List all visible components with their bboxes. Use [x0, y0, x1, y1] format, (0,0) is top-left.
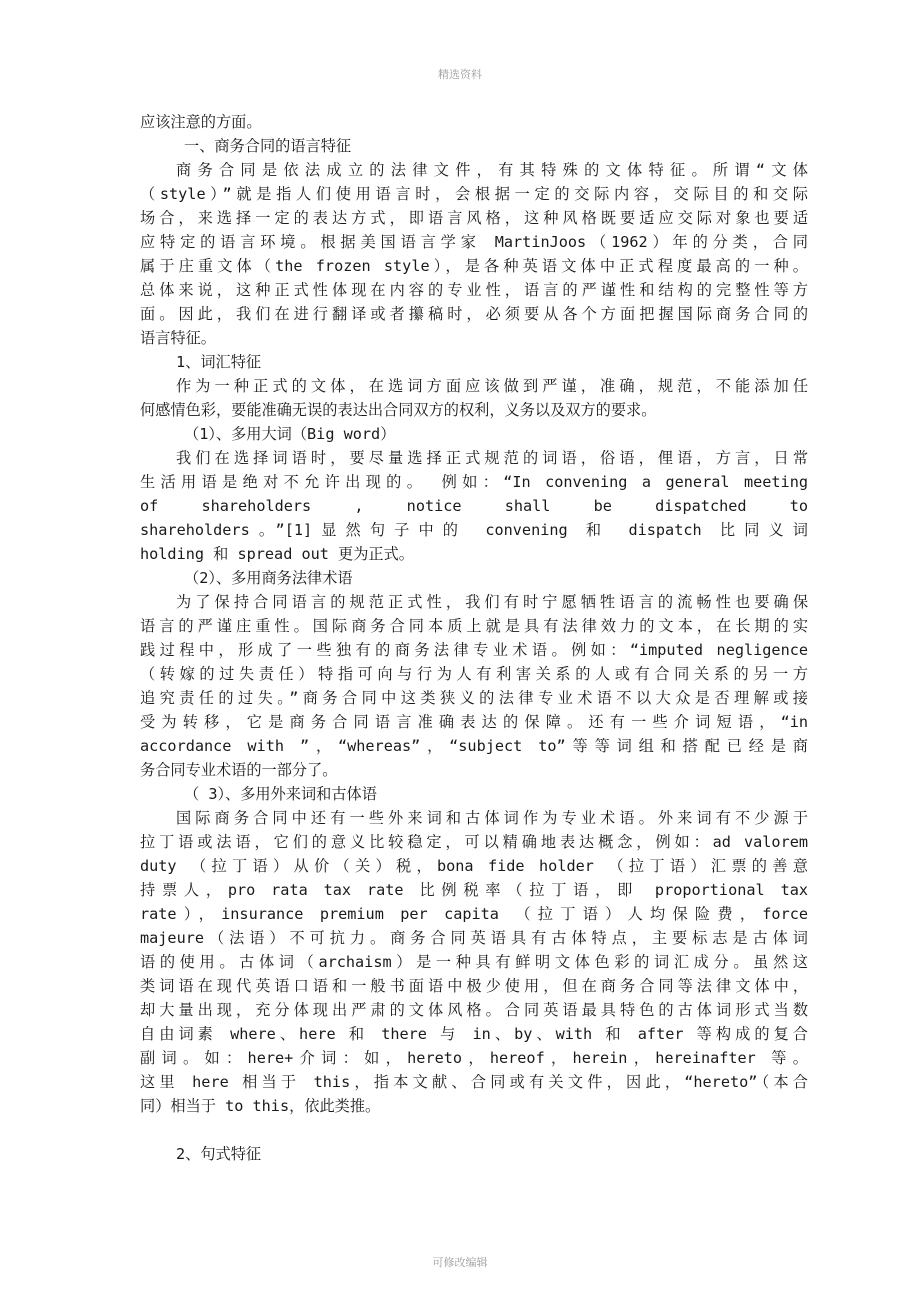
- text-line: （style）”就是指人们使用语言时，会根据一定的交际内容，交际目的和交际: [140, 185, 808, 203]
- page-header: 精选资料: [438, 68, 482, 81]
- subsection-heading: 2、句式特征: [176, 1145, 262, 1163]
- text-line: 践过程中，形成了一些独有的商务法律专业术语。例如：“imputed negligence: [140, 641, 808, 659]
- text-line: 场合，来选择一定的表达方式，即语言风格，这种风格既要适应交际对象也要适: [140, 209, 808, 227]
- text-line: of shareholders , notice shall be dispatched to: [140, 497, 808, 515]
- text-line: rate），insurance premium per capita （拉丁语）人均保险费，force: [140, 905, 808, 923]
- text-line: 应特定的语言环境。根据美国语言学家 MartinJoos（1962）年的分类，合同: [140, 233, 808, 251]
- text-line: 同）相当于 to this，依此类推。: [140, 1097, 381, 1115]
- text-line: 商务合同是依法成立的法律文件，有其特殊的文体特征。所谓“文体: [176, 161, 808, 179]
- text-line: 属于庄重文体（the frozen style），是各种英语文体中正式程度最高的一种。: [140, 257, 808, 275]
- item-heading: （2）、多用商务法律术语: [184, 569, 353, 587]
- item-heading: （1）、多用大词（Big word）: [184, 425, 396, 443]
- text-line: 面。因此，我们在进行翻译或者攥稿时，必须要从各个方面把握国际商务合同的: [140, 305, 808, 323]
- page-footer: 可修改编辑: [432, 1256, 488, 1269]
- text-line: 作为一种正式的文体，在选词方面应该做到严谨，准确，规范，不能添加任: [176, 377, 808, 395]
- text-line: holding 和 spread out 更为正式。: [140, 545, 414, 563]
- section-heading: 一、商务合同的语言特征: [184, 137, 352, 155]
- text-line: 自由词素 where、here 和 there 与 in、by、with 和 after 等构成的复合: [140, 1025, 808, 1043]
- text-line: 这里 here 相当于 this，指本文献、合同或有关文件，因此，“hereto”（本合: [140, 1073, 808, 1091]
- text-line: 语言特征。: [140, 329, 216, 347]
- text-line: 副词。如：here+介词：如，hereto，hereof，herein，hereinafter 等。: [140, 1049, 808, 1067]
- text-line: accordance with ”，“whereas”，“subject to”等等词组和搭配已经是商: [140, 737, 808, 755]
- text-line: 国际商务合同中还有一些外来词和古体词作为专业术语。外来词有不少源于: [176, 809, 808, 827]
- text-line: 语言的严谨庄重性。国际商务合同本质上就是具有法律效力的文本，在长期的实: [140, 617, 808, 635]
- item-heading: （ 3）、多用外来词和古体语: [184, 785, 377, 803]
- text-line: 类词语在现代英语口语和一般书面语中极少使用，但在商务合同等法律文体中，: [140, 977, 808, 995]
- text-line: majeure（法语）不可抗力。商务合同英语具有古体特点，主要标志是古体词: [140, 929, 808, 947]
- text-line: 追究责任的过失。”商务合同中这类狭义的法律专业术语不以大众是否理解或接: [140, 689, 808, 707]
- text-line: 务合同专业术语的一部分了。: [140, 761, 338, 779]
- text-line: 为了保持合同语言的规范正式性，我们有时宁愿牺牲语言的流畅性也要确保: [176, 593, 808, 611]
- text-line: 却大量出现，充分体现出严肃的文体风格。合同英语最具特色的古体词形式当数: [140, 1001, 808, 1019]
- text-line: （转嫁的过失责任）特指可向与行为人有利害关系的人或有合同关系的另一方: [140, 665, 808, 683]
- text-line: shareholders。”[1]显然句子中的 convening 和 dispatch 比同义词: [140, 521, 808, 539]
- blank-line: [140, 1118, 808, 1142]
- document-body: [140, 110, 808, 1166]
- text-line: 总体来说，这种正式性体现在内容的专业性，语言的严谨性和结构的完整性等方: [140, 281, 808, 299]
- text-line: 语的使用。古体词（archaism）是一种具有鲜明文体色彩的词汇成分。虽然这: [140, 953, 808, 971]
- text-line: 我们在选择词语时，要尽量选择正式规范的词语，俗语，俚语，方言，日常: [176, 449, 808, 467]
- subsection-heading: 1、词汇特征: [176, 353, 262, 371]
- text-line: 拉丁语或法语，它们的意义比较稳定，可以精确地表达概念，例如：ad valorem: [140, 833, 808, 851]
- text-line: 生活用语是绝对不允许出现的。 例如：“In convening a general meeting: [140, 473, 808, 491]
- text-line: 何感情色彩，要能准确无误的表达出合同双方的权利，义务以及双方的要求。: [140, 401, 657, 419]
- text-line: 持票人，pro rata tax rate 比例税率（拉丁语，即 proportional tax: [140, 881, 808, 899]
- text-line: duty （拉丁语）从价（关）税，bona fide holder （拉丁语）汇票的善意: [140, 857, 808, 875]
- text-line: 受为转移，它是商务合同语言准确表达的保障。还有一些介词短语，“in: [140, 713, 808, 731]
- text-line: 应该注意的方面。: [140, 113, 262, 131]
